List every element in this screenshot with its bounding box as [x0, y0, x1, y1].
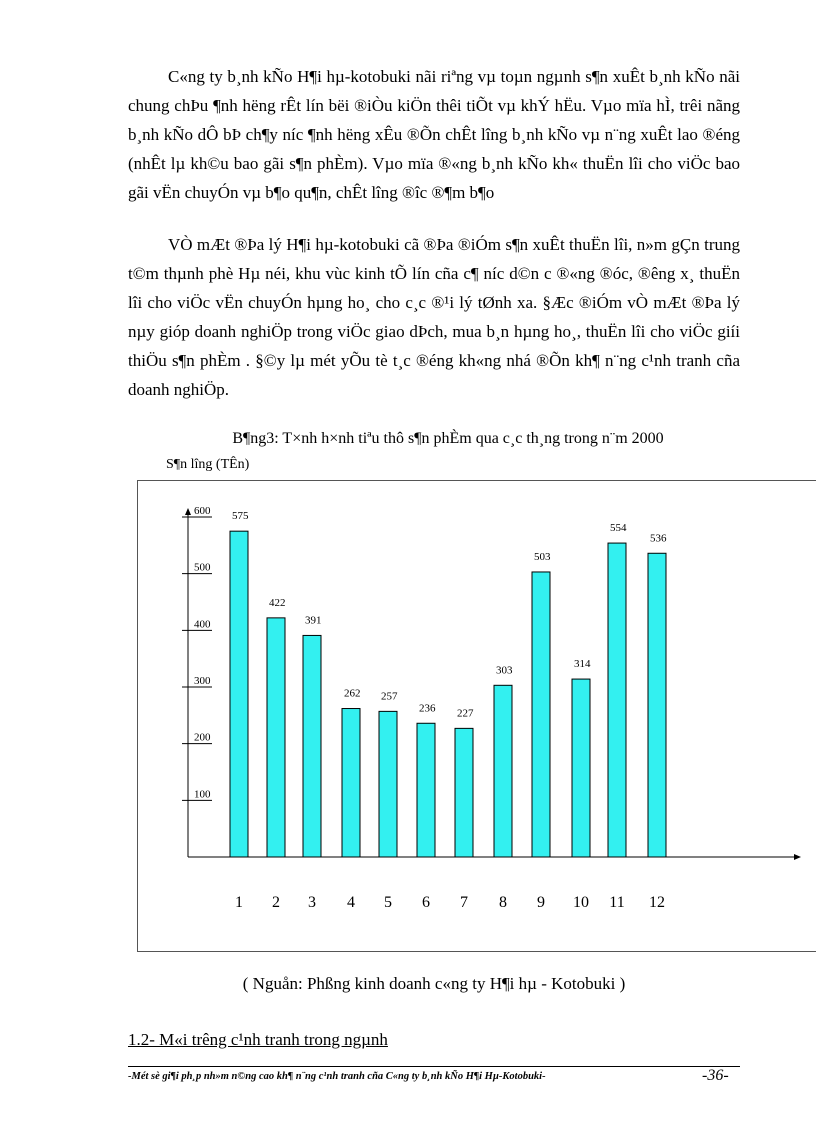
bar-value-label: 575	[232, 510, 249, 523]
bar	[267, 618, 285, 857]
source-note: ( Nguån: Phßng kinh doanh c«ng ty H¶i hµ - Kotobuki )	[242, 974, 626, 993]
x-tick-label: 4	[347, 894, 355, 911]
footer-text: -Mét sè gi¶i ph¸p nh»m n©ng cao kh¶ n¨ng c¹nh tranh cña C«ng ty b¸nh kÑo H¶i Hµ-Kotobuki-	[128, 1071, 546, 1082]
bar	[303, 635, 321, 857]
bar-value-label: 303	[496, 664, 513, 677]
section-heading: 1.2- M«i trêng c¹nh tranh trong ngµnh	[128, 1030, 388, 1049]
x-tick-label: 12	[649, 894, 665, 911]
x-tick-label: 8	[499, 894, 507, 911]
x-tick-label: 11	[609, 894, 625, 911]
bar	[648, 553, 666, 857]
bar-value-label: 391	[305, 614, 322, 627]
x-tick-label: 3	[308, 894, 316, 911]
y-tick-label: 200	[194, 731, 211, 744]
x-tick-label: 6	[422, 894, 430, 911]
bar-value-label: 554	[610, 522, 627, 535]
paragraph-weather: C«ng ty b¸nh kÑo H¶i hµ-kotobuki nãi riªng vµ toµn ngµnh s¶n xuÊt b¸nh kÑo nãi chung chÞu ¶nh hëng rÊt lín bëi ®iÒu kiÖn thêi tiÕt vµ khÝ hËu. Vµo mïa hÌ, trêi nãng b¸nh kÑo dÔ bÞ ch¶y níc ¶nh hëng xÊu ®Õn chÊt lîng b¸nh kÑo vµ n¨ng xuÊt lao ®éng (nhÊt lµ kh©u bao gãi s¶n phÈm). Vµo mïa ®«ng b¸nh kÑo kh« thuËn lîi cho viÖc bao gãi vËn chuyÓn vµ b¶o qu¶n, chÊt lîng ®îc ®¶m b¶o	[128, 67, 740, 202]
bar	[417, 723, 435, 857]
y-tick-label: 100	[194, 788, 211, 801]
bar	[230, 531, 248, 857]
bar	[532, 572, 550, 857]
bar	[572, 679, 590, 857]
x-tick-label: 1	[235, 894, 243, 911]
x-tick-label: 7	[460, 894, 468, 911]
chart-title: B¶ng3: T×nh h×nh tiªu thô s¶n phÈm qua c¸c th¸ng trong n¨m 2000	[232, 430, 664, 447]
y-tick-label: 600	[194, 505, 211, 517]
y-axis-arrow	[185, 508, 191, 515]
y-tick-label: 500	[194, 561, 211, 574]
bar-value-label: 236	[419, 702, 436, 715]
bar-value-label: 262	[344, 687, 361, 700]
bar	[342, 709, 360, 857]
x-tick-label: 10	[573, 894, 589, 911]
y-tick-label: 400	[194, 618, 211, 631]
chart-y-axis-label: S¶n lîng (TÊn)	[166, 457, 250, 472]
bar-value-label: 503	[534, 550, 551, 563]
bar	[608, 543, 626, 857]
footer-rule	[128, 1066, 740, 1067]
chart-frame	[137, 480, 816, 952]
x-tick-label: 5	[384, 894, 392, 911]
bar-value-label: 314	[574, 658, 591, 671]
bar-chart	[138, 481, 816, 953]
bar	[455, 728, 473, 857]
bar-value-label: 536	[650, 532, 667, 545]
x-axis-arrow	[794, 854, 801, 860]
bar-value-label: 257	[381, 690, 398, 703]
y-tick-label: 300	[194, 675, 211, 687]
bar-value-label: 422	[269, 596, 286, 609]
x-tick-label: 9	[537, 894, 545, 911]
x-tick-label: 2	[272, 894, 280, 911]
paragraph-geography: VÒ mÆt ®Þa lý H¶i hµ-kotobuki cã ®Þa ®iÓm s¶n xuÊt thuËn lîi, n»m gÇn trung t©m thµnh phè Hµ néi, khu vùc kinh tÕ lín cña c¶ níc d©n c ®«ng ®óc, ®êng x¸ thuËn lîi cho viÖc vËn chuyÓn hµng ho¸ cho c¸c ®¹i lý tØnh xa. §Æc ®iÓm vÒ mÆt ®Þa lý nµy gióp doanh nghiÖp trong viÖc giao dÞch, mua b¸n hµng ho¸, thuËn lîi cho viÖc giíi thiÖu s¶n phÈm . §©y lµ mét yÕu tè t¸c ®éng kh«ng nhá ®Õn kh¶ n¨ng c¹nh tranh cña doanh nghiÖp.	[128, 235, 740, 399]
bar	[494, 685, 512, 857]
bar	[379, 711, 397, 857]
page-number: -36-	[702, 1067, 729, 1084]
bar-value-label: 227	[457, 707, 474, 720]
